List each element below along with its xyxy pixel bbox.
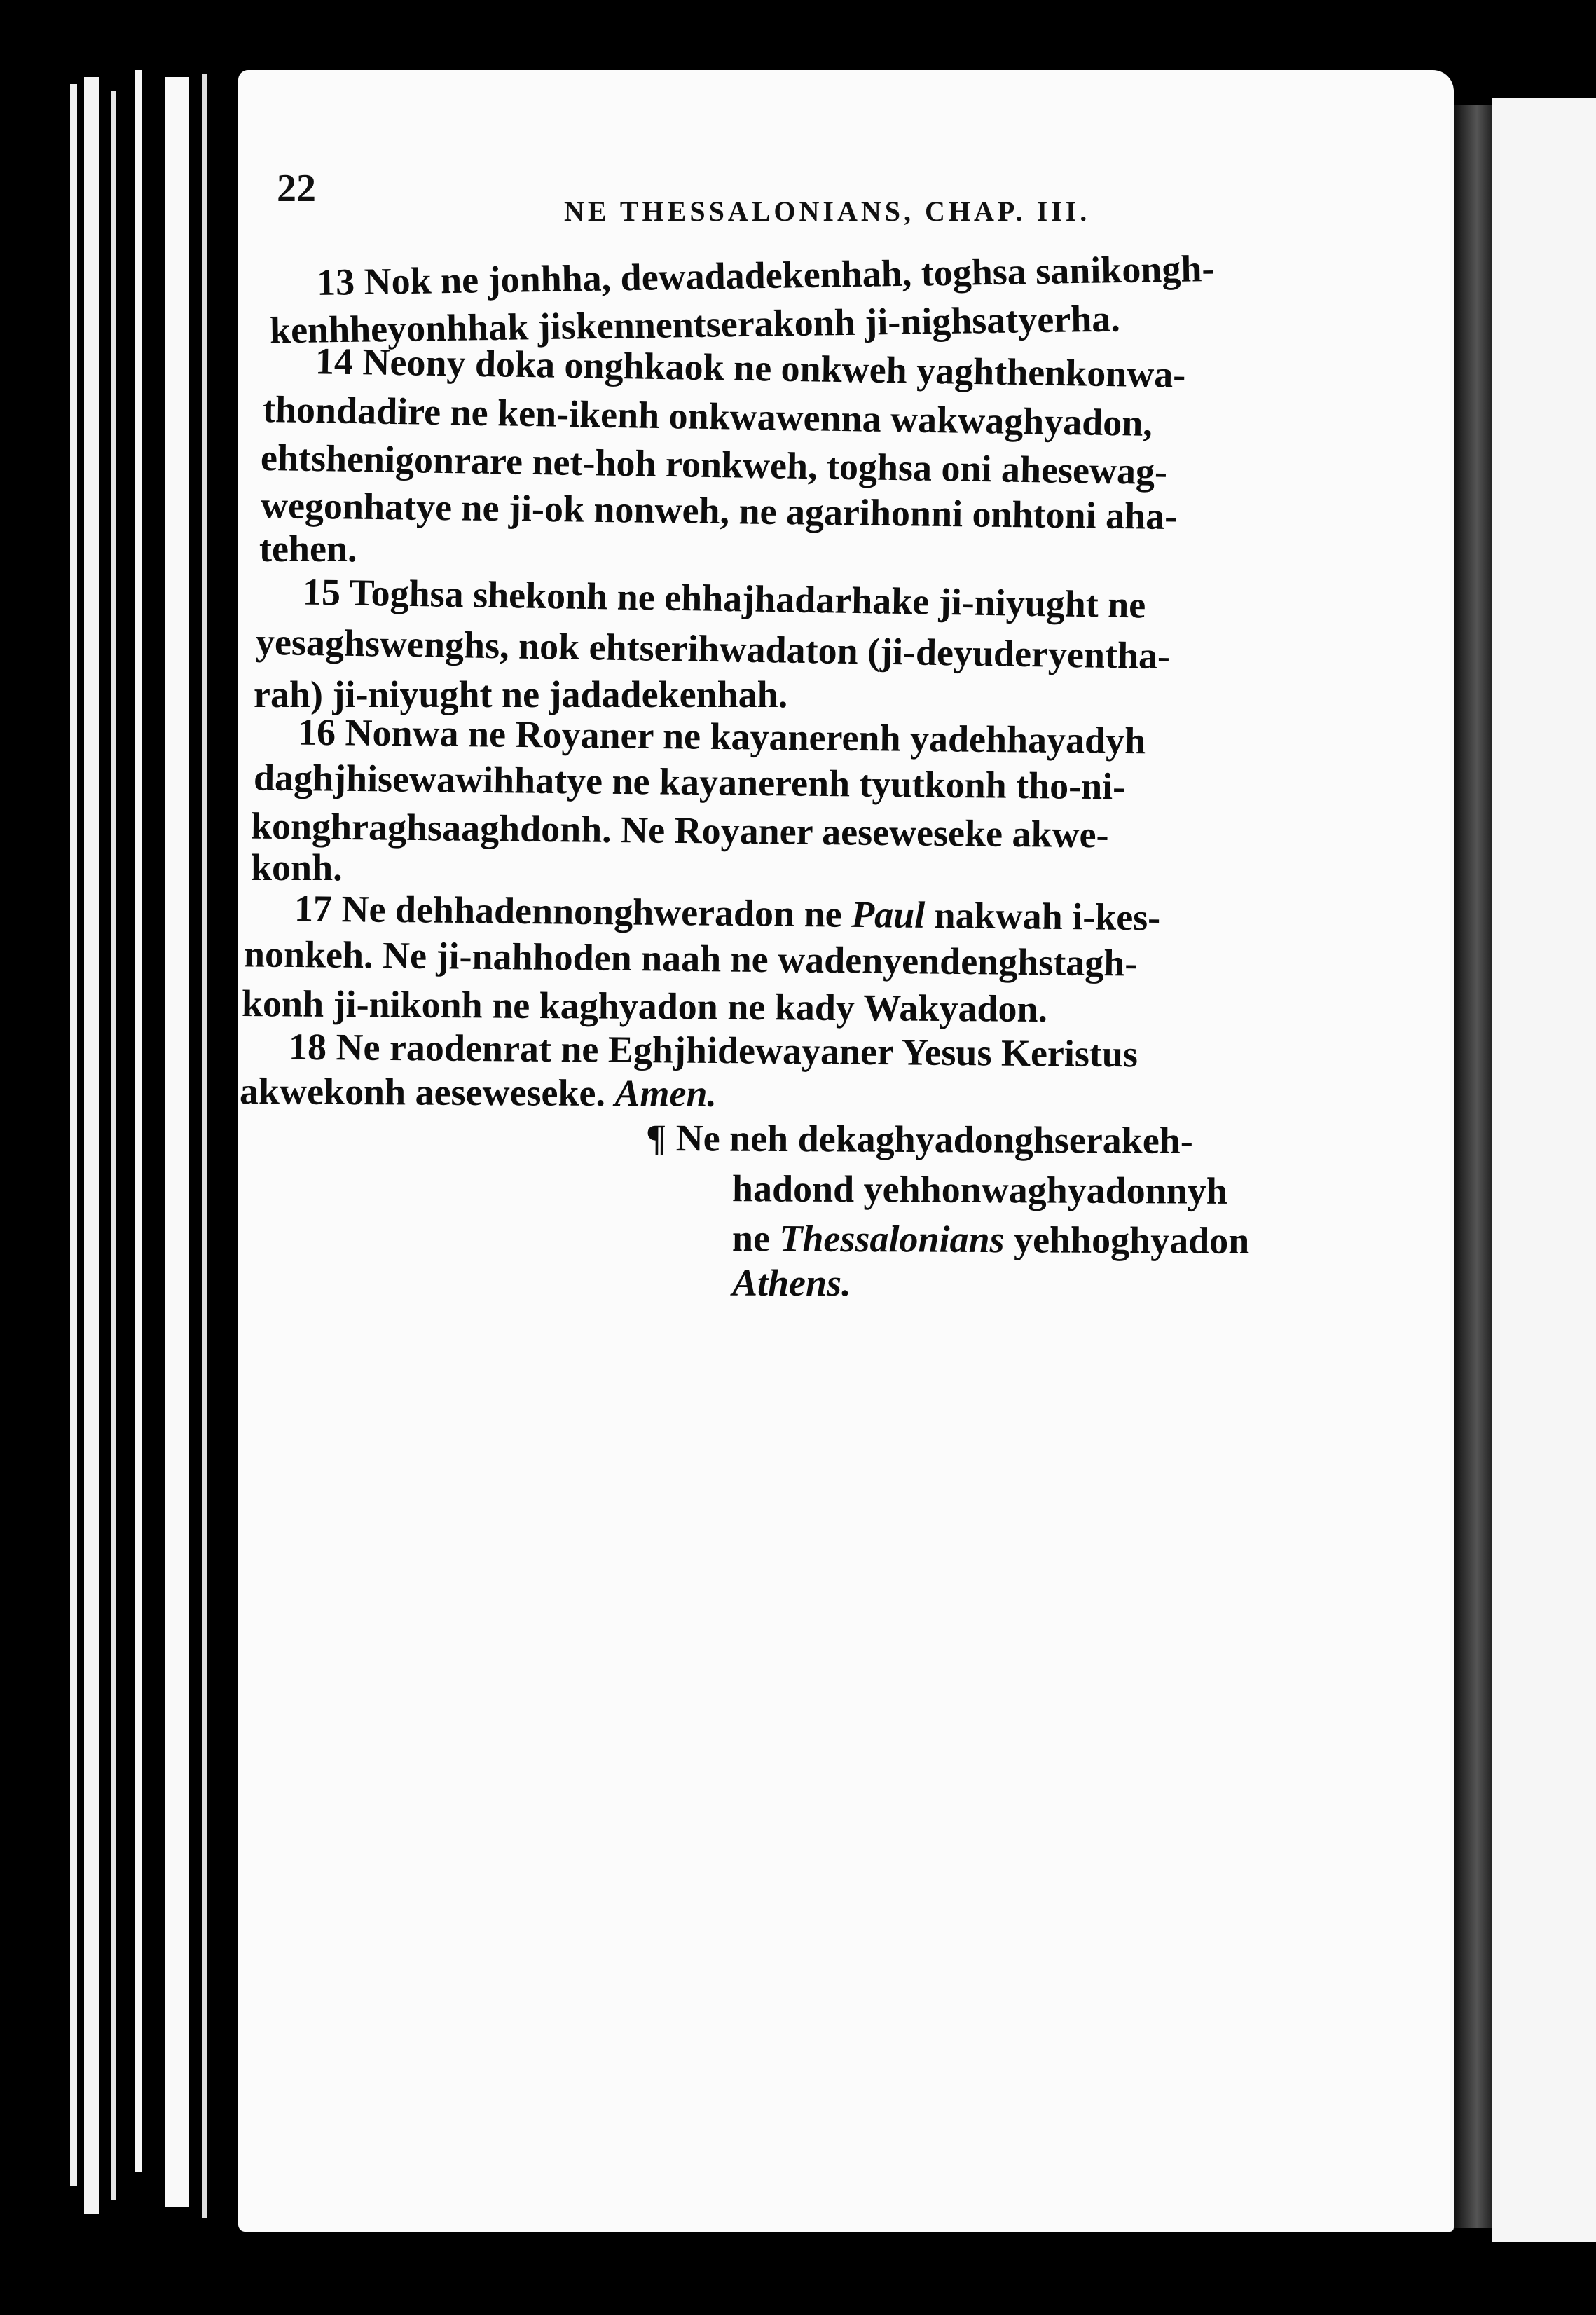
verse-line: [294, 887, 1161, 940]
verse-line: yesaghswenghs, nok ehtserihwadaton (ji-deyuderyentha-: [255, 620, 1171, 678]
page-edge: [70, 84, 77, 2186]
verse-text: akwekonh aeseweseke.: [239, 1070, 606, 1114]
book-gutter: [1454, 105, 1492, 2228]
verse-line: 16 Nonwa ne Royaner ne kayanerenh yadehhayadyh: [297, 710, 1146, 762]
verse-line: 14 Neony doka onghkaok ne onkweh yaghthenkonwa-: [315, 340, 1186, 396]
verse-line: nonkeh. Ne ji-nahhoden naah ne wadenyendenghstagh-: [243, 933, 1138, 984]
verse-line: daghjhisewawihhatye ne kayanerenh tyutkonh tho-ni-: [253, 756, 1126, 808]
colophon-name: Thessalonians: [779, 1217, 1005, 1261]
colophon-text: ne: [731, 1217, 771, 1260]
verse-line: tehen.: [259, 528, 357, 570]
verse-line: wegonhatye ne ji-ok nonweh, ne agarihonni onhtoni aha-: [260, 484, 1178, 537]
verse-line: konh ji-nikonh ne kaghyadon ne kady Wakyadon.: [241, 982, 1048, 1031]
verse-line: 13 Nok ne jonhha, dewadadekenhah, toghsa sanikongh-: [316, 247, 1215, 304]
verse-line: 15 Toghsa shekonh ne ehhajhadarhake ji-niyught ne: [302, 570, 1146, 626]
verse-line: thondadire ne ken-ikenh onkwawenna wakwaghyadon,: [262, 388, 1153, 444]
page-edge: [135, 70, 142, 2172]
verse-text: nakwah i-kes-: [934, 894, 1161, 939]
page-edge: [84, 77, 99, 2214]
verse-line: rah) ji-niyught ne jadadekenhah.: [254, 673, 788, 715]
facing-page: [1492, 98, 1596, 2242]
colophon-text: yehhoghyadon: [1013, 1218, 1250, 1262]
page-edge: [165, 77, 189, 2207]
verse-text: 17 Ne dehhadennonghweradon ne: [294, 887, 842, 935]
colophon-line: [732, 1216, 1250, 1263]
book-edge: [0, 0, 62, 2315]
verse-line: [240, 1069, 717, 1115]
verse-name: Paul: [851, 893, 926, 936]
colophon-line: ¶ Ne neh dekaghyadonghserakeh-: [645, 1116, 1193, 1162]
verse-line: ehtshenigonrare net-hoh ronkweh, toghsa oni ahesewag-: [260, 436, 1168, 493]
running-head: NE THESSALONIANS, CHAP. III.: [564, 195, 1091, 227]
verse-line: 18 Ne raodenrat ne Eghjhidewayaner Yesus Keristus: [288, 1025, 1138, 1076]
verse-line: kenhheyonhhak jiskennentserakonh ji-nighsatyerha.: [269, 297, 1121, 352]
verse-line: konh.: [251, 846, 343, 888]
verse-line: konghraghsaaghdonh. Ne Royaner aeseweseke akwe-: [250, 804, 1109, 856]
page-edge: [111, 91, 116, 2200]
colophon-line: Athens.: [732, 1262, 851, 1304]
verse-amen: Amen.: [614, 1072, 717, 1115]
colophon-line: hadond yehhonwaghyadonnyh: [731, 1167, 1228, 1212]
page-number: 22: [277, 167, 316, 210]
page-edge: [202, 74, 207, 2218]
